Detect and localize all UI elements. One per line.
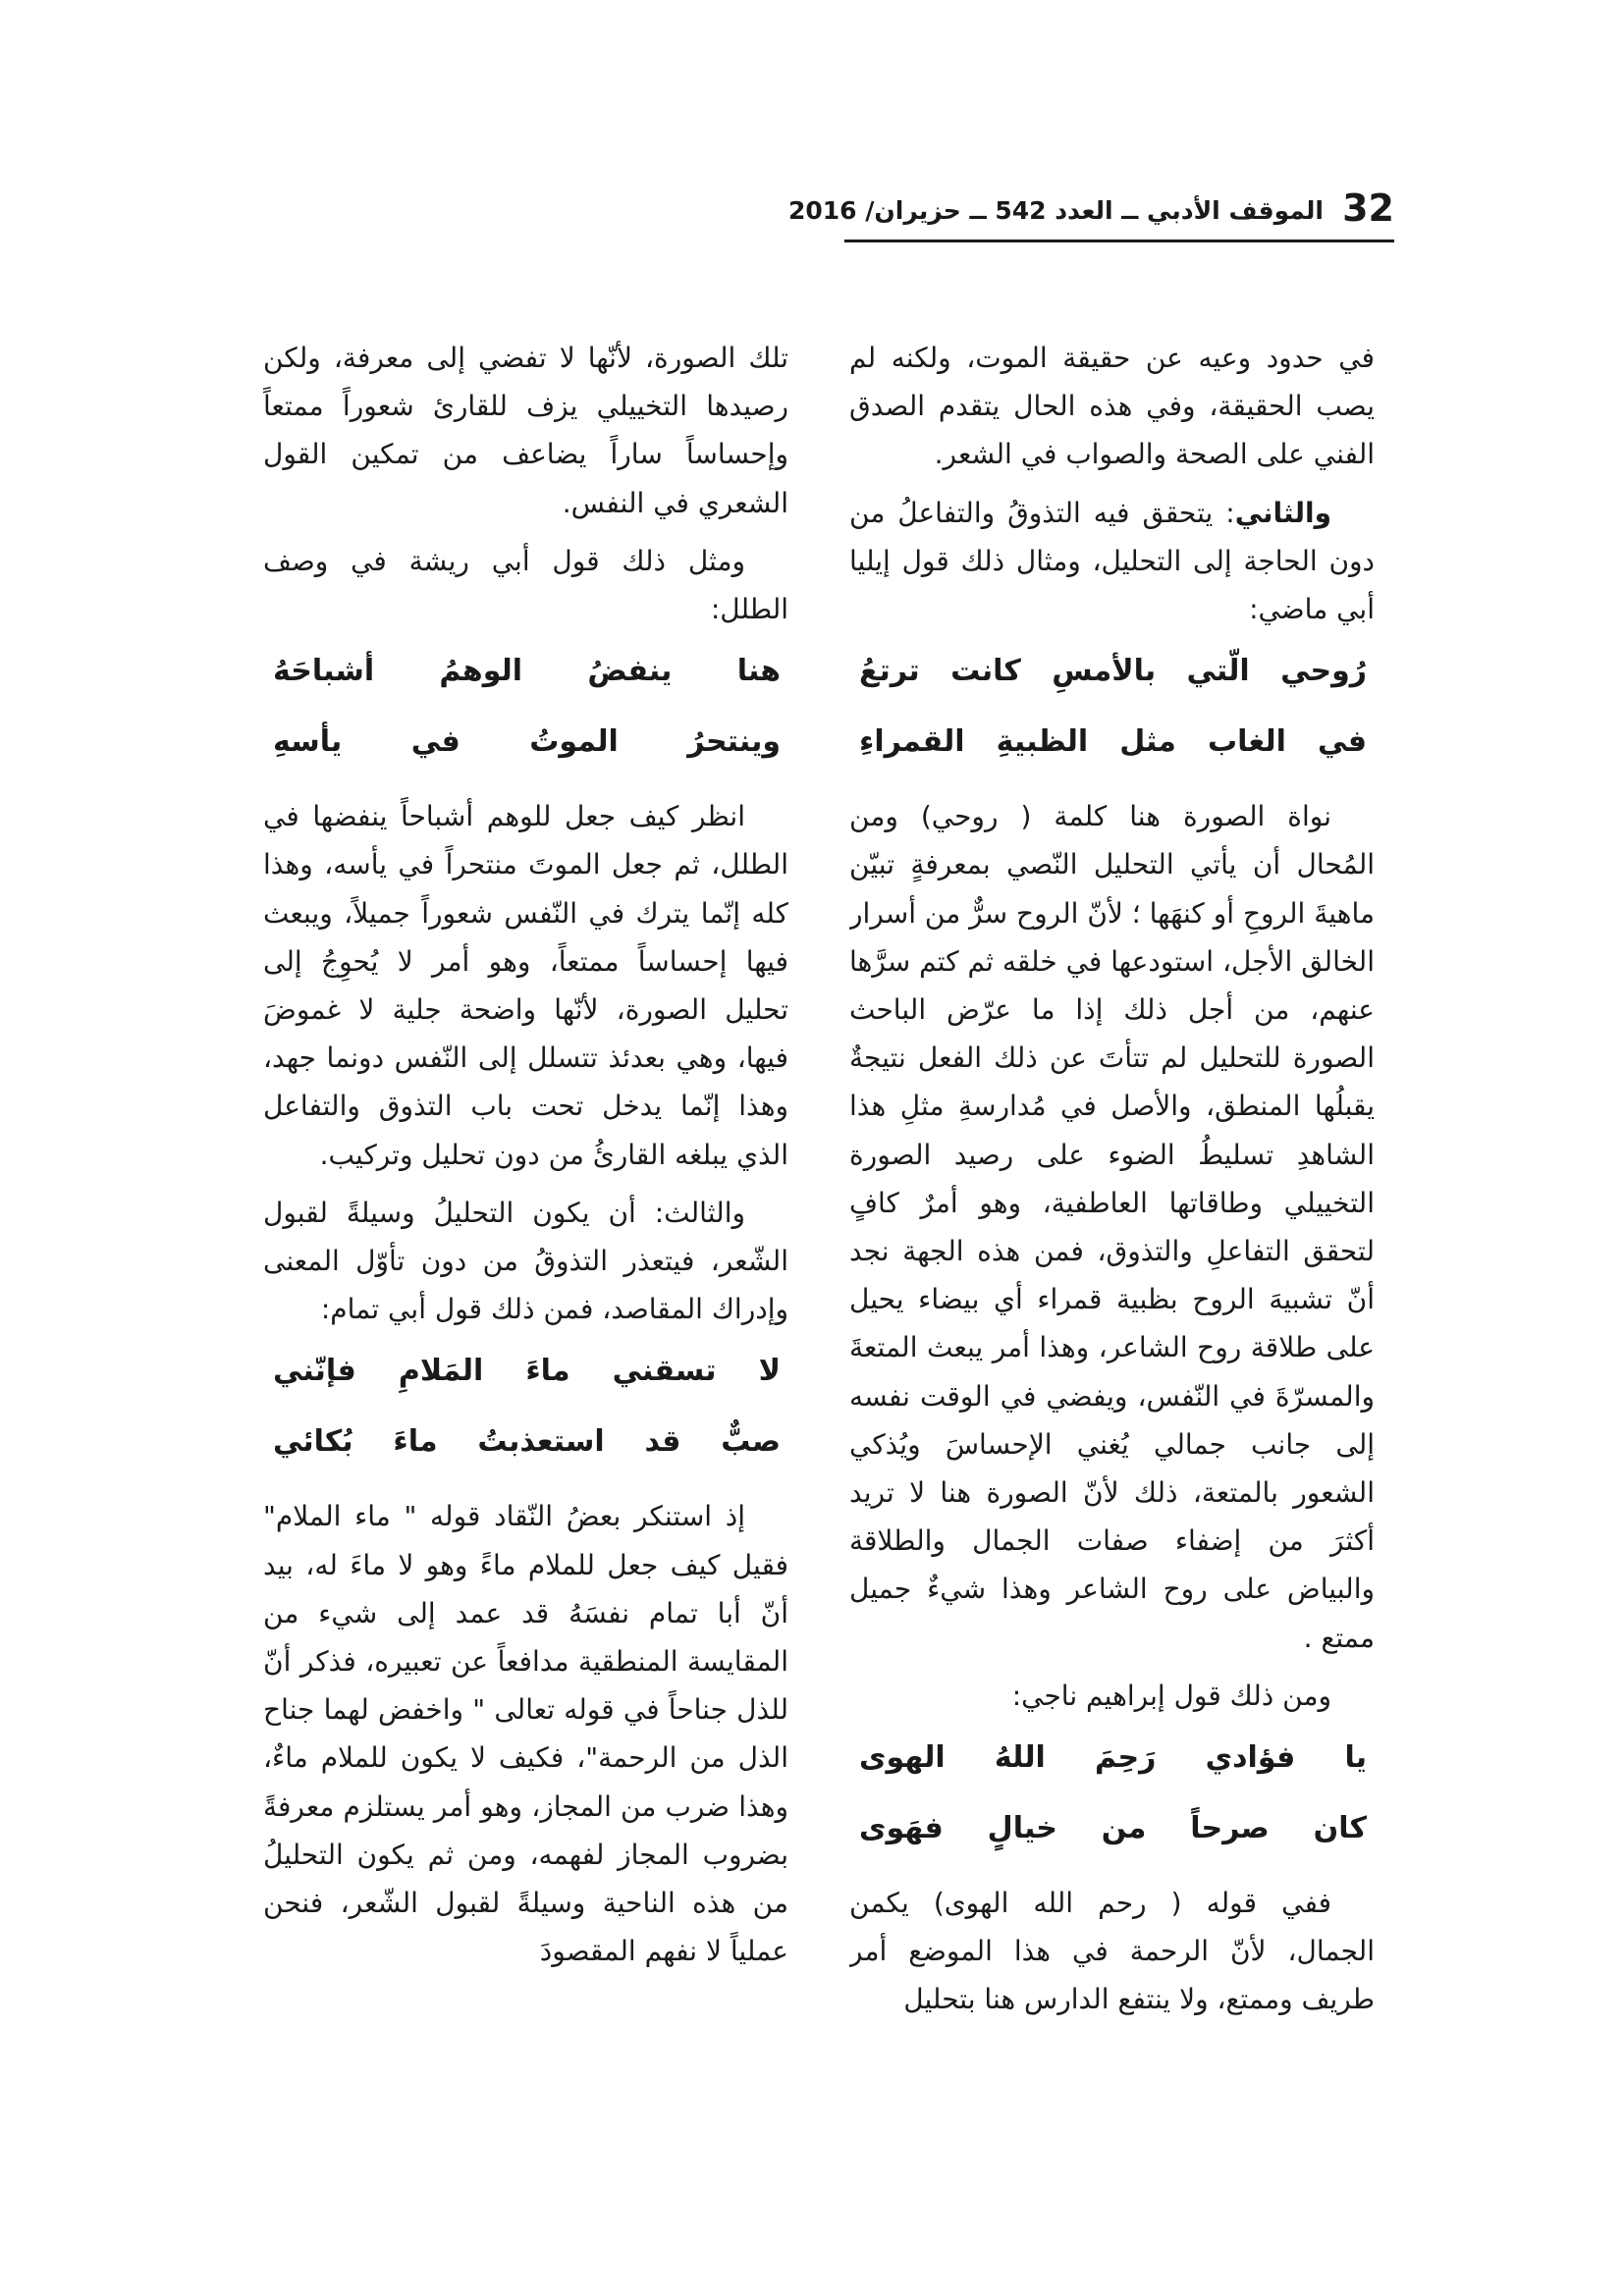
verse-line: هنا ينفضُ الوهمُ أشباحَهُ [273,654,781,689]
page-header [787,187,1394,243]
paragraph: ففي قوله ( رحم الله الهوى) يكمن الجمال، لأنّ الرحمة في هذا الموضع أمر طريف وممتع، ولا ينتفع الدارس هنا بتحليل [849,1887,1375,2016]
paragraph: إذ استنكر بعضُ النّقاد قوله " ماء الملام" فقيل كيف جعل للملام ماءً وهو لا ماءَ له، بيد أنّ أبا تمام نفسَهُ قد عمد إلى شيء من المقايسة المنطقية مدافعاً عن تعبيره، فذكر أنّ للذل جناحاً في قوله تعالى " واخفض لهما جناح الذل من الرحمة"، فكيف لا يكون للملام ماءٌ، وهذا ضرب من المجاز، وهو أمر يستلزم معرفةً بضروب المجاز لفهمه، ومن ثم يكون التحليلُ من هذه الناحية وسيلةً لقبول الشّعر، فنحن عملياً لا نفهم المقصودَ [263,1500,788,1968]
verse-line: وينتحرُ الموتُ في يأسهِ [273,724,781,760]
header-rule [844,240,1394,242]
verse-line: يا فؤادي رَحِمَ اللهُ الهوى [859,1740,1367,1776]
right-column [849,334,1375,2032]
paragraph: نواة الصورة هنا كلمة ( روحي) ومن المُحال أن يأتي التحليل النّصي بمعرفةٍ تبيّن ماهيةَ الروحِ أو كنهَها ؛ لأنّ الروح سرٌّ من أسرار الخالق الأجل، استودعها في خلقه ثم كتم سرَّها عنهم، من أجل ذلك إذا ما عرّض الباحث الصورة للتحليل لم تتأتَ عن ذلك الفعل نتيجةٌ يقبلُها المنطق، والأصل في مُدارسةِ مثلِ هذا الشاهدِ تسليطُ الضوء على رصيد الصورة التخييلي وطاقاتها العاطفية، وهو أمرٌ كافٍ لتحقق التفاعلِ والتذوق، فمن هذه الجهة نجد أنّ تشبيهَ الروح بظبية قمراء أي بيضاء يحيل على طلاقة روح الشاعر، وهذا أمر يبعث المتعةَ والمسرّةَ في النّفس، ويفضي في الوقت نفسه إلى جانب جمالي يُغني الإحساسَ ويُذكي الشعور بالمتعة، ذلك لأنّ الصورة هنا لا تريد أكثرَ من إضفاء صفات الجمال والطلاقة والبياض على روح الشاعر وهذا شيءٌ جميل ممتع . [849,800,1375,1654]
paragraph-lead: والثاني [1234,496,1331,529]
paragraph: في حدود وعيه عن حقيقة الموت، ولكنه لم يصب الحقيقة، وفي هذه الحال يتقدم الصدق الفني على الصحة والصواب في الشعر. [849,342,1375,471]
paragraph: والثالث: أن يكون التحليلُ وسيلةً لقبول الشّعر، فيتعذر التذوقُ من دون تأوّل المعنى وإدراك المقاصد، فمن ذلك قول أبي تمام: [263,1196,788,1326]
paragraph-text: : يتحقق فيه التذوقُ والتفاعلُ من دون الحاجة إلى التحليل، ومثال ذلك قول إيليا أبي ماضي: [849,496,1375,626]
verse-line: لا تسقني ماءَ المَلامِ فإنّني [273,1354,781,1389]
paragraph: انظر كيف جعل للوهم أشباحاً ينفضها في الطلل، ثم جعل الموتَ منتحراً في يأسه، وهذا كله إنّما يترك في النّفس شعوراً جميلاً، ويبعث فيها إحساساً ممتعاً، وهو أمر لا يُحوِجُ إلى تحليل الصورة، لأنّها واضحة جلية لا غموضَ فيها، وهي بعدئذ تتسلل إلى النّفس دونما جهد، وهذا إنّما يدخل تحت باب التذوق والتفاعل الذي يبلغه القارئُ من دون تحليل وتركيب. [263,800,788,1171]
paragraph: ومثل ذلك قول أبي ريشة في وصف الطلل: [263,544,788,626]
paragraph: ومن ذلك قول إبراهيم ناجي: [1011,1679,1331,1712]
verse-line: صبٌّ قد استعذبتُ ماءَ بُكائي [273,1424,781,1460]
verse-line: رُوحي الّتي بالأمسِ كانت ترتعُ [859,654,1367,689]
paragraph [849,489,1375,634]
verse-line: كان صرحاً من خيالٍ فهَوى [859,1811,1367,1846]
paragraph: تلك الصورة، لأنّها لا تفضي إلى معرفة، ولكن رصيدها التخييلي يزف للقارئ شعوراً ممتعاً وإحساساً ساراً يضاعف من تمكين القول الشعري في النفس. [263,342,788,519]
verse-line: في الغاب مثل الظبيةِ القمراءِ [859,724,1367,760]
running-title: الموقف الأدبي ــ العدد 542 ــ حزيران/ 2016 [787,196,1324,225]
left-column [263,334,788,2032]
page-number: 32 [1342,187,1394,230]
